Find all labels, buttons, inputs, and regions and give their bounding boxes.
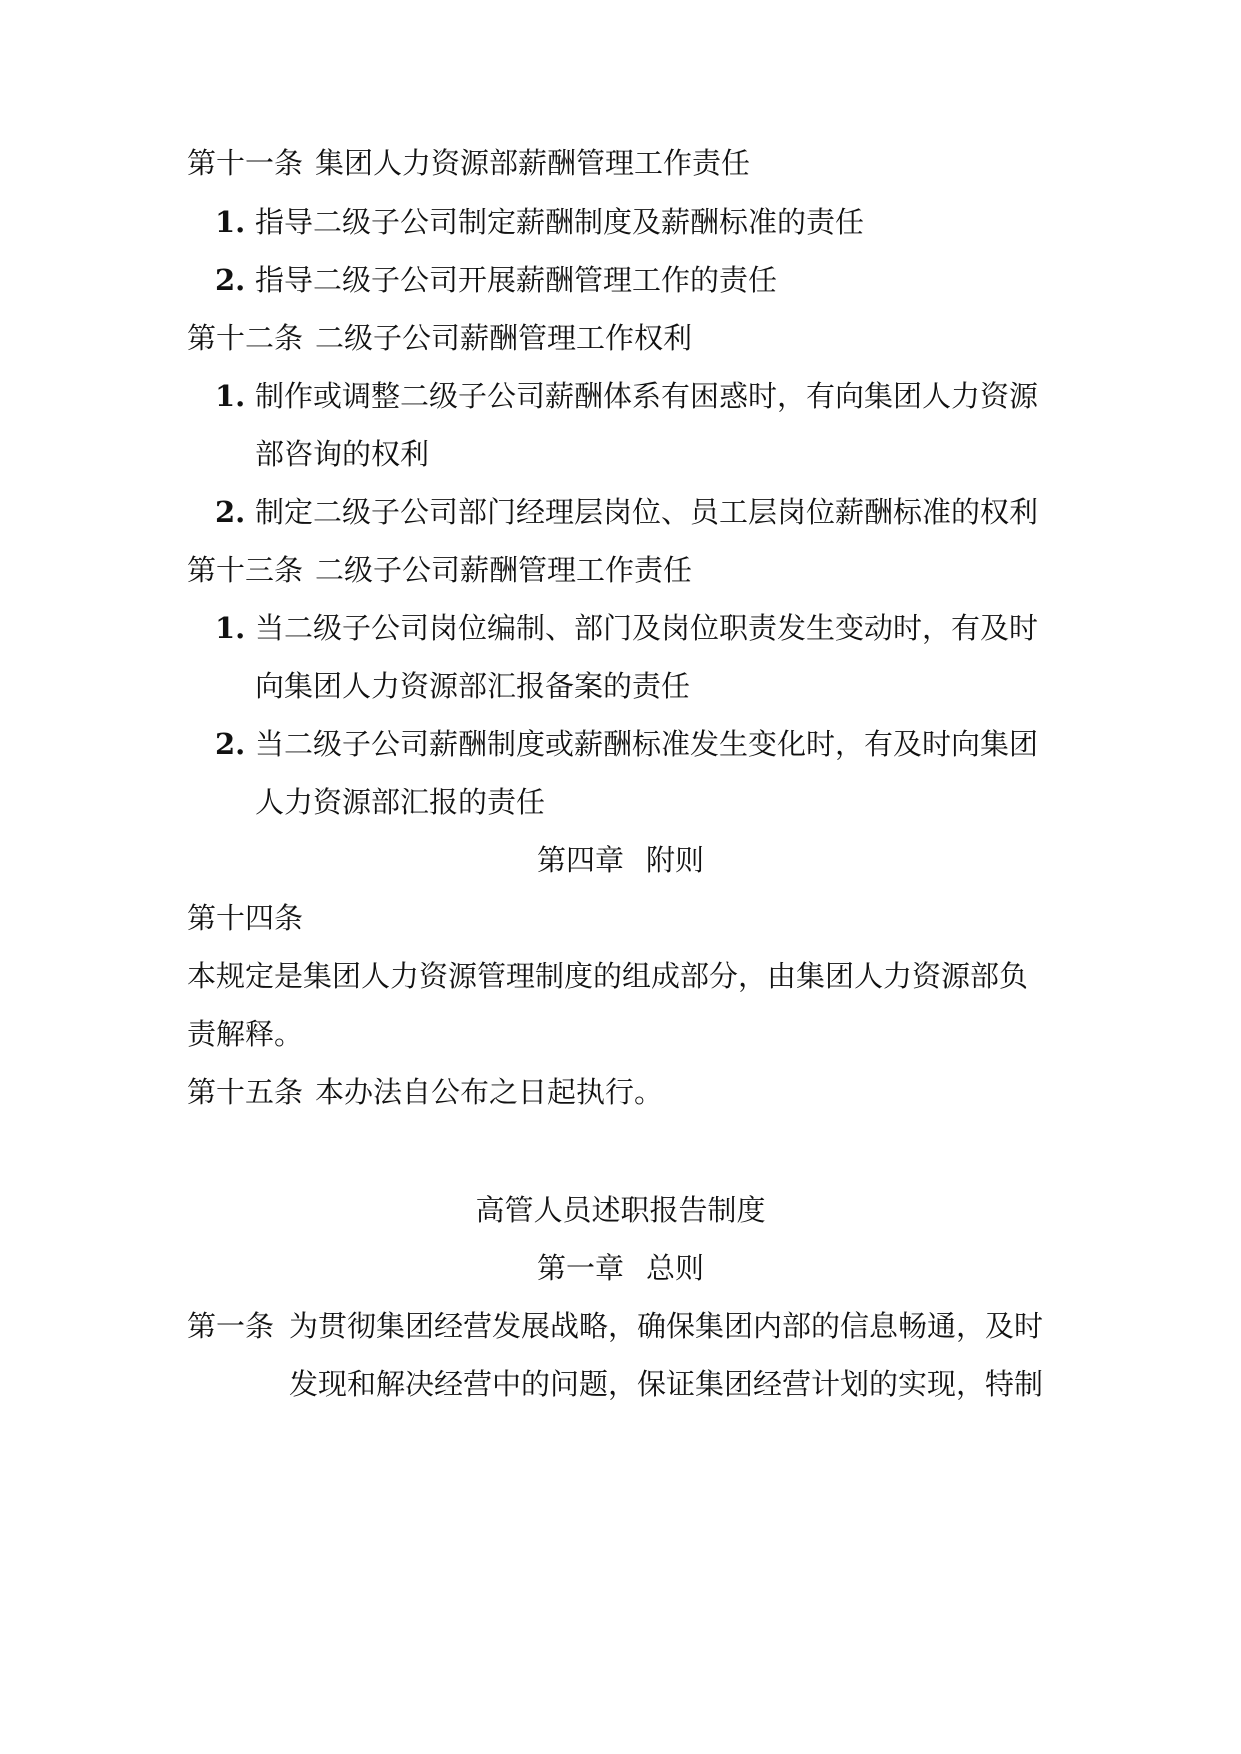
chapter-1-heading: [0, 1250, 1241, 1286]
chapter-4-heading: [0, 842, 1241, 878]
list-item-continuation: 部咨询的权利: [255, 437, 430, 471]
article-14-text-line: 责解释。: [187, 1017, 304, 1051]
article-14-text-line: 本规定是集团人力资源管理制度的组成部分，由集团人力资源部负: [187, 959, 1029, 993]
chapter-title: 总则: [646, 1251, 705, 1285]
list-item-number: 1.: [215, 379, 246, 413]
article-label: 第十二条: [187, 321, 304, 355]
article-label: 第十五条: [187, 1075, 304, 1109]
article-1-text-line: 为贯彻集团经营发展战略，确保集团内部的信息畅通，及时: [289, 1309, 1044, 1343]
list-item-text: 制定二级子公司部门经理层岗位、员工层岗位薪酬标准的权利: [255, 495, 1039, 529]
list-item-text: 制作或调整二级子公司薪酬体系有困惑时，有向集团人力资源: [255, 379, 1039, 413]
chapter-label: 第一章: [536, 1251, 624, 1285]
article-label: 第十三条: [187, 553, 304, 587]
article-text: 本办法自公布之日起执行。: [315, 1075, 664, 1109]
list-item-number: 1.: [215, 611, 246, 645]
article-title: 集团人力资源部薪酬管理工作责任: [315, 146, 751, 180]
chapter-label: 第四章: [536, 843, 624, 877]
list-item-text: 指导二级子公司开展薪酬管理工作的责任: [255, 263, 778, 297]
list-item-number: 1.: [215, 205, 246, 239]
article-13-heading: [187, 552, 692, 588]
document-title: 高管人员述职报告制度: [475, 1193, 766, 1227]
list-item-continuation: 向集团人力资源部汇报备案的责任: [255, 669, 691, 703]
list-item-continuation: 人力资源部汇报的责任: [255, 785, 546, 819]
chapter-title: 附则: [646, 843, 705, 877]
article-1-text-line: 发现和解决经营中的问题，保证集团经营计划的实现，特制: [289, 1367, 1044, 1401]
article-12-heading: [187, 320, 692, 356]
article-1-label: 第一条: [187, 1309, 275, 1343]
article-title: 二级子公司薪酬管理工作责任: [315, 553, 693, 587]
list-item-text: 当二级子公司岗位编制、部门及岗位职责发生变动时，有及时: [255, 611, 1039, 645]
list-item-number: 2.: [215, 263, 246, 297]
list-item-text: 指导二级子公司制定薪酬制度及薪酬标准的责任: [255, 205, 865, 239]
article-15: [187, 1074, 663, 1110]
article-11-heading: [187, 145, 750, 181]
article-label: 第十一条: [187, 146, 304, 180]
list-item-number: 2.: [215, 495, 246, 529]
article-14-heading: 第十四条: [187, 901, 304, 935]
list-item-text: 当二级子公司薪酬制度或薪酬标准发生变化时，有及时向集团: [255, 727, 1039, 761]
list-item-number: 2.: [215, 727, 246, 761]
article-title: 二级子公司薪酬管理工作权利: [315, 321, 693, 355]
